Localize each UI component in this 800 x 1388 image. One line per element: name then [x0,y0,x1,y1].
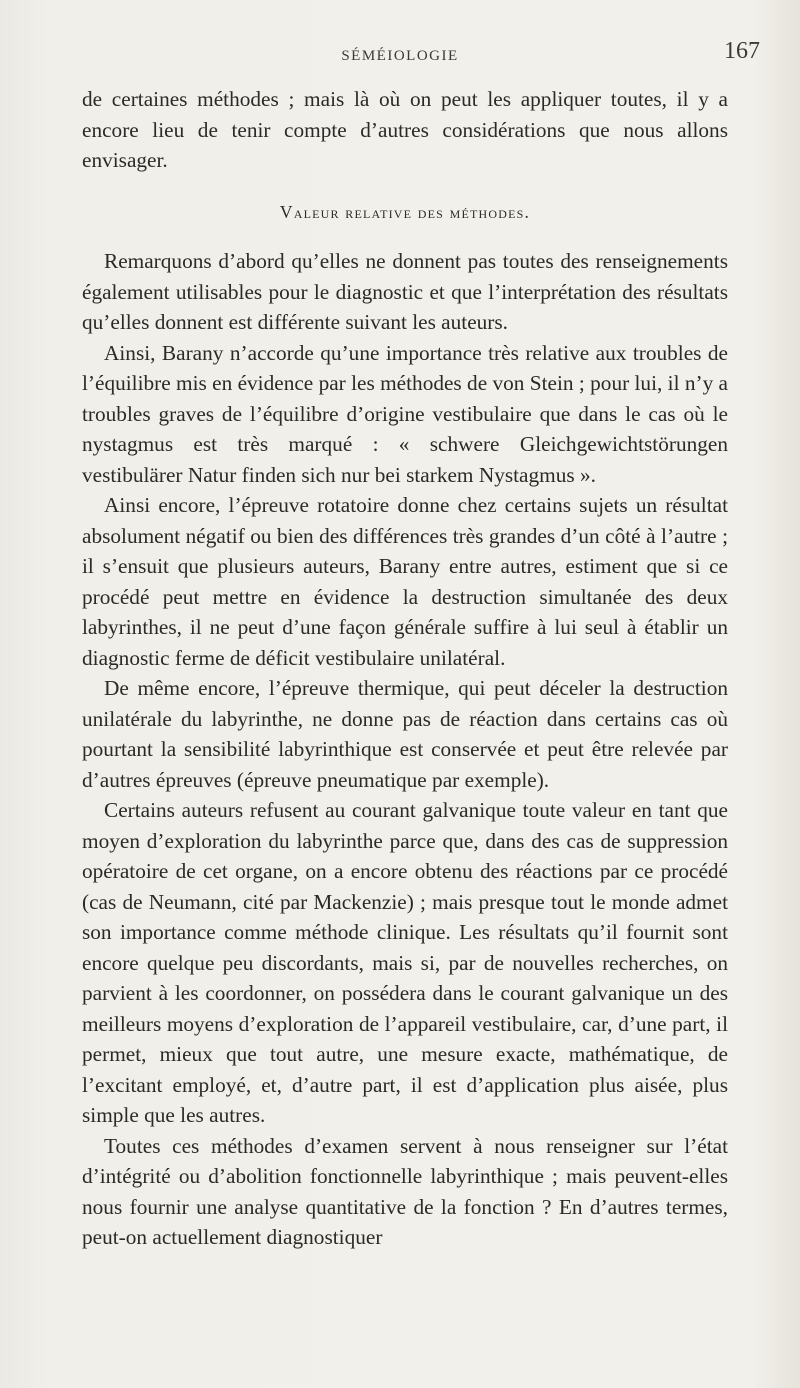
section-heading: Valeur relative des méthodes. [279,201,531,222]
paragraph-remarquons: Remarquons d’abord qu’elles ne donnent pas toutes des renseignements également utilisables pour le diagnostic et que l’interprétation des résultats qu’elles donnent est différente suivant les auteurs. [82,249,728,334]
page-number: 167 [724,38,760,64]
paragraph-methodes-examen: Toutes ces méthodes d’examen servent à nous renseigner sur l’état d’intégrité ou d’abolition fonctionnelle labyrinthique ; mais peuvent-elles nous fournir une analyse quantitative de la fonction ? En d’autres termes, peut-on actuellement diagnostiquer [82,1133,728,1249]
body-text [82,84,728,1253]
paragraph-epreuve-rotatoire: Ainsi encore, l’épreuve rotatoire donne chez certains sujets un résultat absolument négatif ou bien des différences très grandes d’un côté à l’autre ; il s’ensuit que plusieurs auteurs, Barany entre autres, estiment que si ce procédé peut mettre en évidence la destruction simultanée des deux labyrinthes, il ne peut d’une façon générale suffire à lui seul à établir un diagnostic ferme de déficit vestibulaire unilatéral. [82,493,728,670]
continued-paragraph: de certaines méthodes ; mais là où on peut les appliquer toutes, il y a encore lieu de tenir compte d’autres considérations que nous allons envisager. [82,87,728,172]
paragraph-barany: Ainsi, Barany n’accorde qu’une importance très relative aux troubles de l’équilibre mis en évidence par les méthodes de von Stein ; pour lui, il n’y a troubles graves de l’équilibre d’origine vestibulaire que dans le cas où le nystagmus est très marqué : « schwere Gleichgewichtstörungen vestibulärer Natur finden sich nur bei starkem Nystagmus ». [82,340,728,487]
paragraph-epreuve-thermique: De même encore, l’épreuve thermique, qui peut déceler la destruction unilatérale du labyrinthe, ne donne pas de réaction dans certains cas où pourtant la sensibilité labyrinthique est conservée et peut être relevée par d’autres épreuves (épreuve pneumatique par exemple). [82,676,728,792]
running-head [0,38,800,74]
running-title: SÉMÉIOLOGIE [341,48,459,64]
paragraph-courant-galvanique: Certains auteurs refusent au courant galvanique toute valeur en tant que moyen d’exploration du labyrinthe parce que, dans des cas de suppression opératoire de cet organe, on a encore obtenu des réactions par ce procédé (cas de Neumann, cité par Mackenzie) ; mais presque tout le monde admet son importance comme méthode clinique. Les résultats qu’il fournit sont encore quelque peu discordants, mais si, par de nouvelles recherches, on parvient à les coordonner, on possédera dans le courant galvanique un des meilleurs moyens d’exploration de l’appareil vestibulaire, car, d’une part, il permet, mieux que tout autre, une mesure exacte, mathématique, de l’excitant employé, et, d’autre part, il est d’application plus aisée, plus simple que les autres. [82,798,728,1127]
